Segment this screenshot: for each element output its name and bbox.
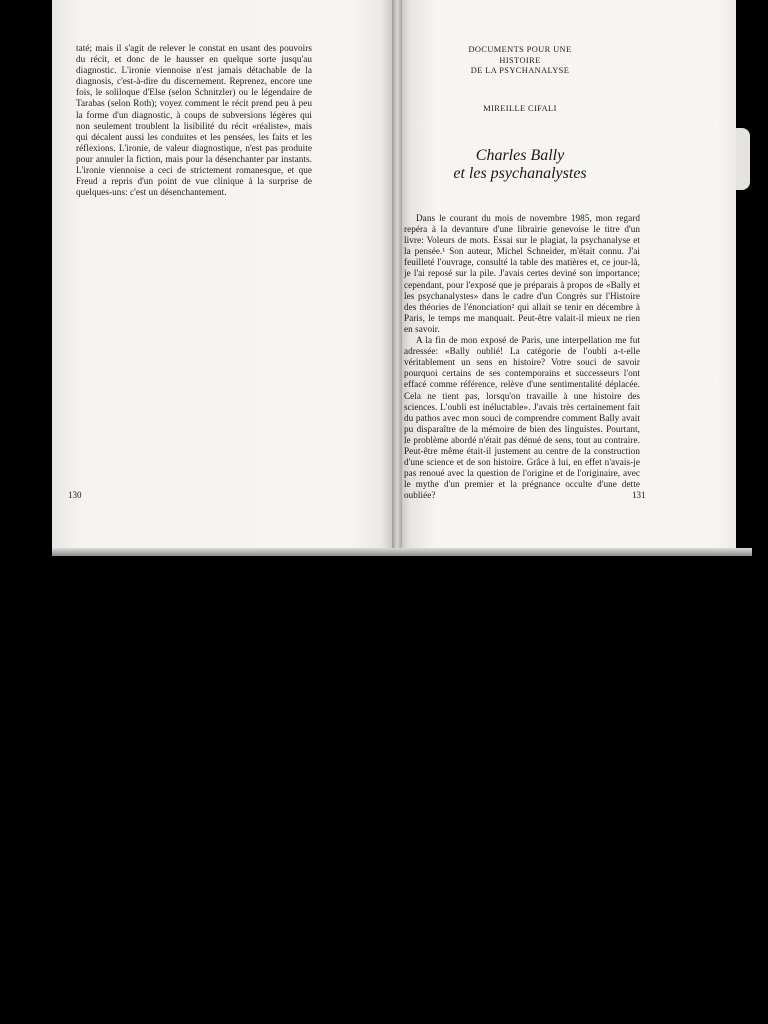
- chapter-title-line-2: et les psychanalystes: [453, 165, 587, 182]
- left-page-text: [76, 43, 312, 198]
- right-page-paragraph-1: Dans le courant du mois de novembre 1985, mon regard repéra à la devanture d'une librairie genevoise le titre d'un livre: Voleurs de mots. Essai sur le plagiat, la psychanalyse et la pensée.¹ Son auteur, Michel Schneider, m'était connu. J'ai feuilleté l'ouvrage, consulté la table des matières et, ce jour-là, je l'ai reposé sur la pile. J'avais certes deviné son importance; cependant, pour l'exposé que je préparais à propos de «Bally et les psychanalystes» dans le cadre d'un Congrès sur l'Histoire des théories de l'énonciation² qui allait se tenir en décembre à Paris, le temps me manquait. Peut-être valait-il mieux ne rien en savoir.: [404, 213, 640, 334]
- right-page-paragraph-2: A la fin de mon exposé de Paris, une interpellation me fut adressée: «Bally oublié! La catégorie de l'oubli a-t-elle véritablement un sens en histoire? Votre souci de savoir pourquoi certains de ses contemporains et successeurs l'ont effacé comme référence, relève d'une sentimentalité déplacée. Cela ne tient pas, lorsqu'on travaille à une histoire des sciences. L'oubli est inéluctable». J'avais très certainement fait du pathos avec mon souci de comprendre comment Bally avait pu disparaître de la mémoire de bien des linguistes. Pourtant, le problème abordé n'était pas dénué de sens, tout au contraire. Peut-être même était-il justement au centre de la construction d'une science et de son histoire. Grâce à lui, en effet n'avais-je pas renoué avec la question de l'origine et de l'originaire, avec le mythe d'un premier et la prégnance occulte d'une dette oubliée?: [404, 335, 640, 501]
- left-page-number: 130: [68, 490, 82, 500]
- book-spine: [392, 0, 402, 556]
- right-page-text: [404, 213, 640, 501]
- series-header-line-2: HISTOIRE: [499, 55, 541, 65]
- right-page-number: 131: [632, 490, 646, 500]
- series-header-line-1: DOCUMENTS POUR UNE: [468, 45, 572, 54]
- left-page-paragraph: taté; mais il s'agit de relever le constat en usant des pouvoirs du récit, et donc de le hausser en quelque sorte jusqu'au diagnostic. L'ironie viennoise n'est jamais détachable de la diagnosis, c'est-à-dire du discernement. Reprenez, encore une fois, le soliloque d'Else (selon Schnitzler) ou le légendaire de Tarabas (selon Roth); voyez comment le récit prend peu à peu la forme d'un diagnostic, à coups de subversions légères qui non seulement troublent la lisibilité du récit «réaliste», mais qui décalent aussi les conduites et les pensées, les faits et les réflexions. L'ironie, de valeur diagnostique, n'est pas produite pour annuler la fiction, mais pour la désenchanter par instants. L'ironie viennoise a ceci de strictement romanesque, et que Freud a repris d'un point de vue clinique à la surprise de quelques-uns: c'est un désenchantement.: [76, 43, 312, 198]
- chapter-title-line-1: Charles Bally: [475, 147, 565, 164]
- chapter-title: [420, 147, 620, 183]
- series-header: [420, 45, 620, 77]
- page-bottom-edge: [52, 548, 752, 556]
- page-tab-edge: [736, 128, 750, 190]
- author-name: MIREILLE CIFALI: [483, 104, 557, 113]
- series-header-line-3: DE LA PSYCHANALYSE: [470, 66, 570, 76]
